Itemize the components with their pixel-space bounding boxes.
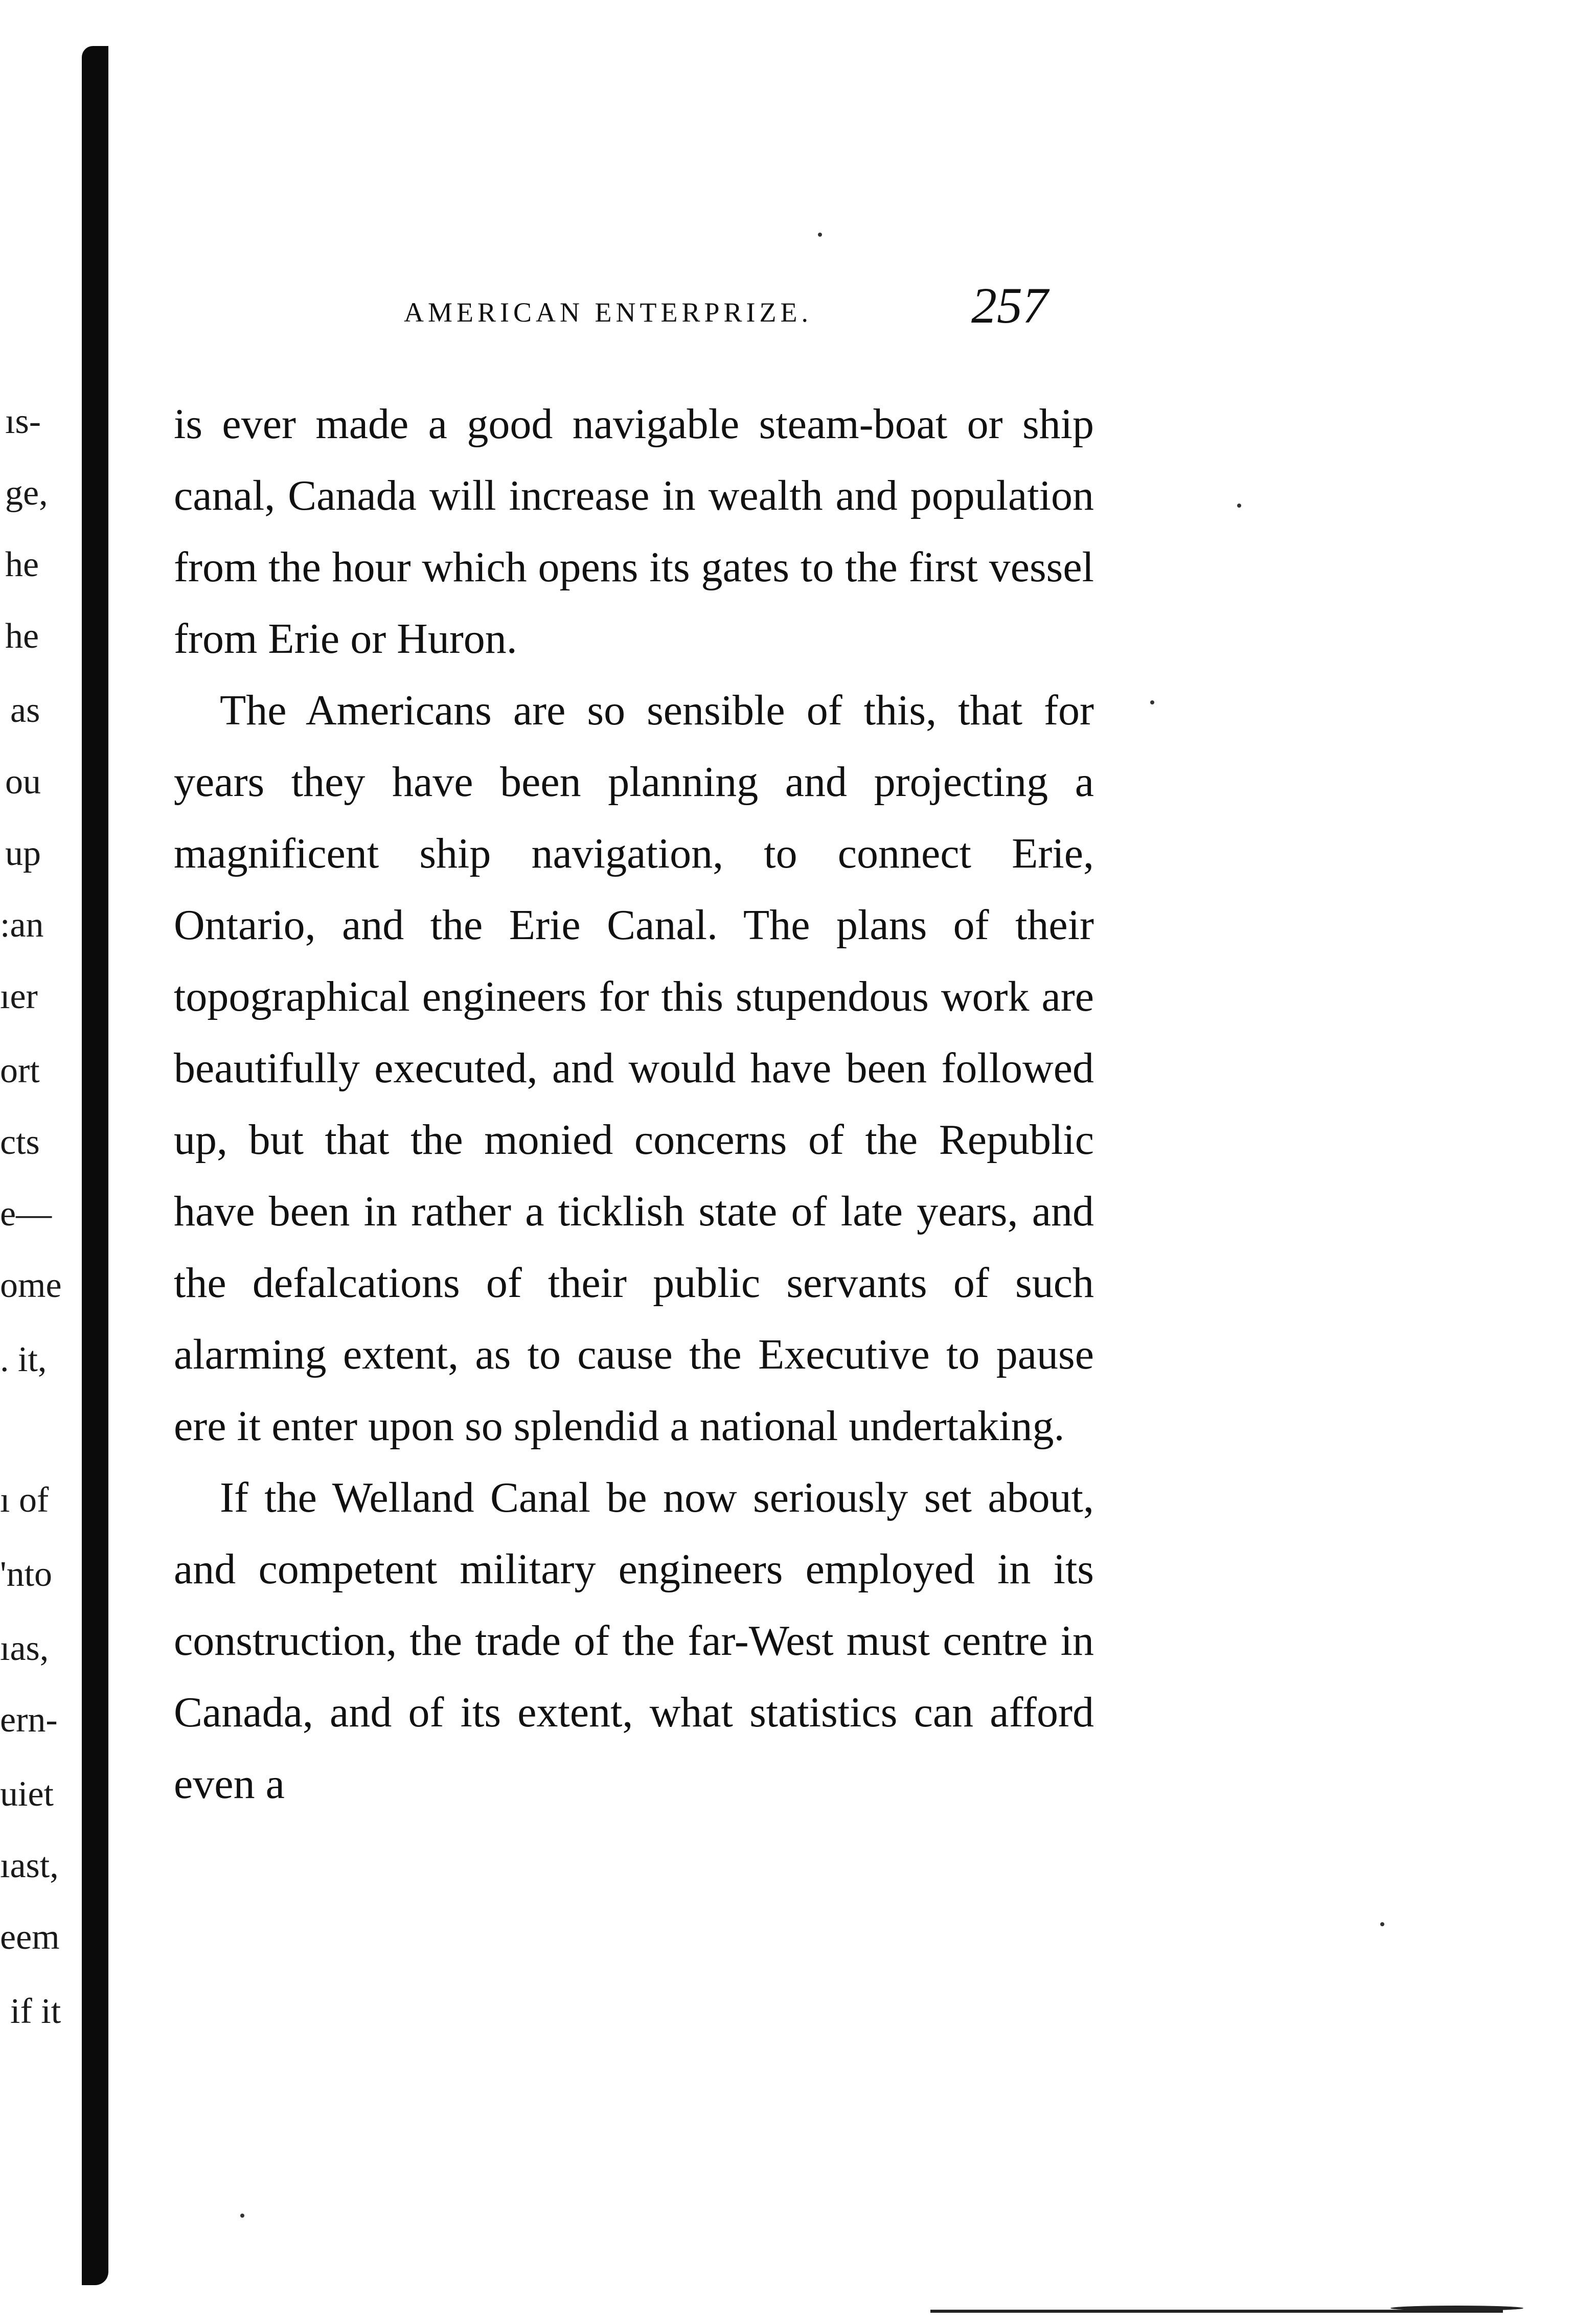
facing-page-fragment: he	[5, 545, 39, 584]
print-speck	[1380, 1922, 1384, 1926]
facing-page-fragments	[0, 0, 102, 2324]
facing-page-fragment: cts	[0, 1123, 40, 1162]
facing-page-fragment: ort	[0, 1051, 40, 1090]
facing-page-fragment: ome	[0, 1266, 62, 1305]
facing-page-fragment: ı of	[0, 1480, 49, 1520]
paragraph: The Americans are so sensible of this, that for years they have been planning and projecting a magnificent ship navigation, to connect Erie, Ontario, and the Erie Canal. The plans of their topographical engineers for this stupendous work are beautifully executed, and would have been followed up, but that the monied concerns of the Republic have been in rather a ticklish state of late years, and the defalcations of their public servants of such alarming extent, as to cause the Executive to pause ere it enter upon so splendid a national undertaking.	[174, 687, 1094, 1450]
facing-page-fragment: ou	[5, 762, 41, 802]
facing-page-fragment: up	[5, 834, 41, 873]
facing-page-fragment: . it,	[0, 1340, 47, 1379]
print-speck	[240, 2214, 244, 2218]
facing-page-fragment: ıs-	[5, 402, 41, 441]
paragraph: is ever made a good navigable steam-boat or ship canal, Canada will increase in wealth and population from the hour which opens its gates to the first vessel from Erie or Huron.	[174, 400, 1094, 663]
facing-page-fragment: :an	[0, 905, 44, 945]
bottom-rule	[930, 2310, 1503, 2313]
facing-page-fragment: if it	[10, 1992, 61, 2031]
facing-page-fragment: he	[5, 617, 39, 656]
running-head: AMERICAN ENTERPRIZE.	[404, 297, 812, 328]
facing-page-fragment: ern-	[0, 1700, 58, 1740]
facing-page-fragment: e—	[0, 1194, 52, 1234]
paragraph: If the Welland Canal be now seriously set about, and competent military engineers employed in its construction, the trade of the far-West must centre in Canada, and of its extent, what statistics can afford even a	[174, 1474, 1094, 1808]
page-number: 257	[971, 277, 1048, 334]
facing-page-fragment: ıast,	[0, 1846, 59, 1885]
facing-page-fragment: 'nto	[0, 1555, 53, 1594]
facing-page-fragment: ge,	[5, 473, 48, 513]
print-speck	[1150, 700, 1154, 704]
facing-page-fragment: as	[10, 691, 40, 730]
facing-page-fragment: uiet	[0, 1774, 54, 1814]
body-text	[174, 389, 1094, 1820]
facing-page-fragment: ıer	[0, 977, 38, 1016]
print-speck	[818, 233, 822, 237]
facing-page-fragment: ıas,	[0, 1629, 49, 1668]
print-speck	[1237, 504, 1241, 508]
facing-page-fragment: eem	[0, 1918, 60, 1957]
